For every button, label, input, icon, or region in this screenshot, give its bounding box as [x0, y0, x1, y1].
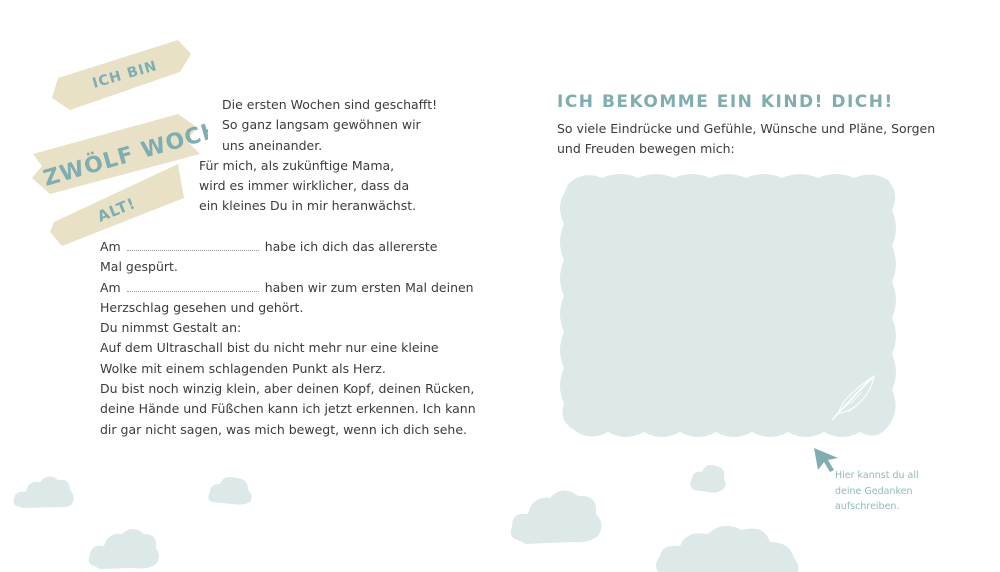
cloud-icon: [206, 472, 254, 506]
hint-line: aufschreiben.: [835, 501, 900, 512]
body-line: Du bist noch winzig klein, aber deinen Kopf, deinen Rücken,: [100, 381, 475, 397]
heartbeat-line: [100, 278, 474, 298]
banner-bottom-text: ALT!: [94, 194, 139, 226]
date-fill-in-field[interactable]: [127, 281, 259, 292]
title-banner: [28, 36, 208, 248]
subtitle-line: So viele Eindrücke und Gefühle, Wünsche und Pläne, Sorgen: [557, 121, 936, 136]
hint-line: Hier kannst du all: [835, 470, 919, 481]
body-line: Auf dem Ultraschall bist du nicht mehr nur eine kleine: [100, 340, 439, 356]
date-fill-in-field[interactable]: [127, 240, 259, 251]
line-suffix: habe ich dich das allererste: [264, 239, 438, 254]
intro-line: uns aneinander.: [222, 137, 323, 153]
body-line: Wolke mit einem schlagenden Punkt als Herz.: [100, 360, 386, 376]
cloud-icon: [508, 482, 606, 546]
banner-top-text: ICH BIN: [90, 58, 160, 92]
feather-icon: [828, 372, 880, 424]
intro-paragraph: [199, 95, 439, 217]
writing-area[interactable]: [554, 170, 900, 442]
subtitle: [557, 119, 936, 160]
body-line: Du nimmst Gestalt an:: [100, 320, 242, 336]
line-prefix: Am: [100, 239, 121, 254]
body-line: Mal gespürt.: [100, 259, 178, 275]
cloud-icon: [86, 524, 162, 570]
body-line: Herzschlag gesehen und gehört.: [100, 299, 304, 315]
body-line: dir gar nicht sagen, was mich bewegt, wenn ich dich sehe.: [100, 421, 468, 437]
body-line: deine Hände und Füßchen kann ich jetzt erkennen. Ich kann: [100, 401, 476, 417]
page-title: ICH BEKOMME EIN KIND! DICH!: [557, 92, 894, 112]
line-suffix: haben wir zum ersten Mal deinen: [264, 279, 474, 295]
intro-line: Die ersten Wochen sind geschafft!: [222, 97, 438, 112]
subtitle-line: und Freuden bewegen mich:: [557, 141, 735, 157]
banner-middle-text: ZWÖLF WOCHEN: [40, 107, 208, 192]
first-felt-line: [100, 237, 460, 257]
banner-ribbons: [28, 36, 208, 248]
intro-line: wird es immer wirklicher, dass da: [199, 178, 410, 194]
cloud-icon: [12, 470, 76, 510]
intro-line: Für mich, als zukünftige Mama,: [199, 157, 395, 173]
cloud-icon: [688, 460, 728, 494]
cloud-icon: [650, 520, 802, 572]
line-prefix: Am: [100, 279, 121, 295]
intro-line: ein kleines Du in mir heranwächst.: [199, 198, 417, 214]
intro-line: So ganz langsam gewöhnen wir: [222, 117, 421, 133]
hint-text: [835, 468, 945, 515]
hint-line: deine Gedanken: [835, 485, 913, 497]
body-paragraph: [100, 237, 476, 440]
right-page: [500, 0, 1000, 572]
